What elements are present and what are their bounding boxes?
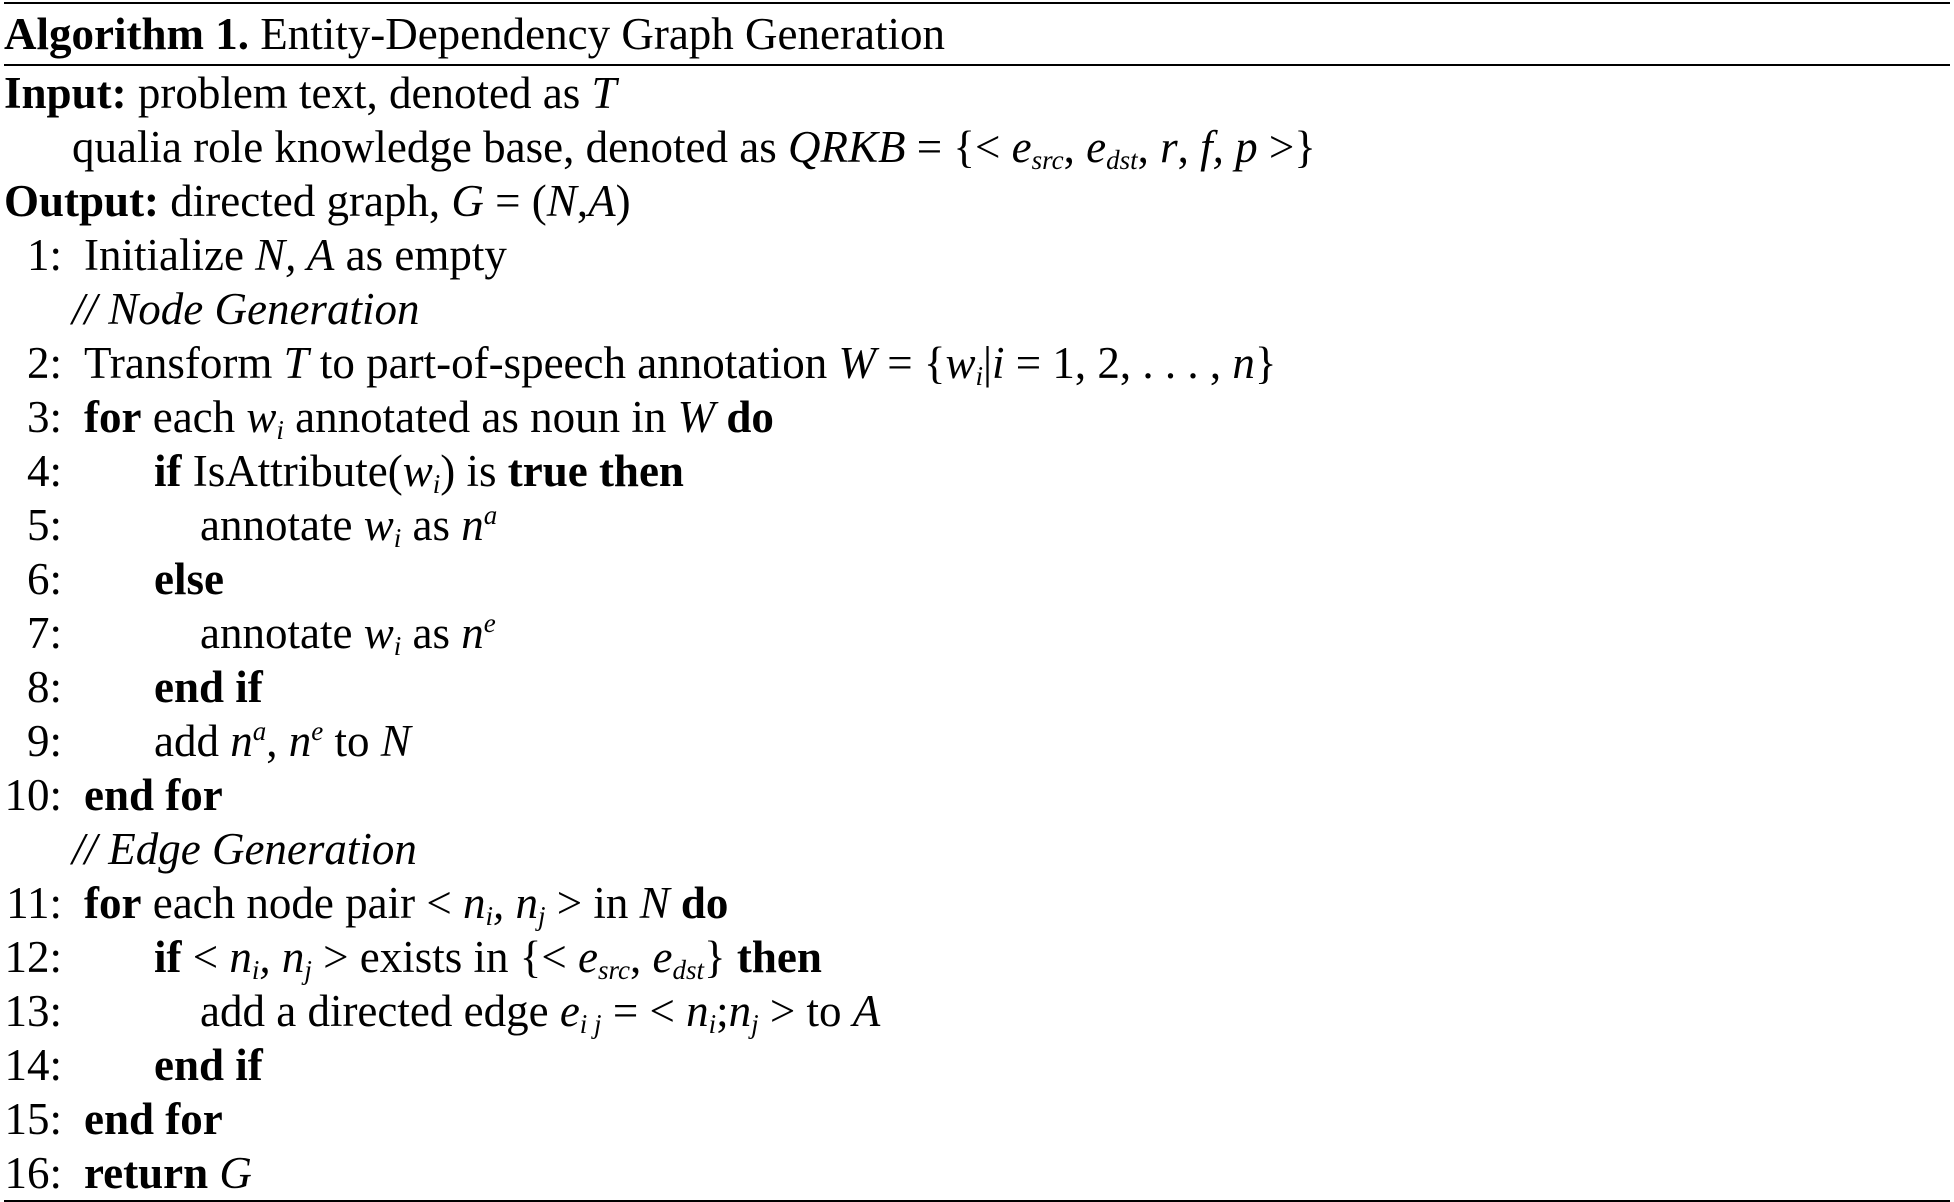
step-line: 8: end if xyxy=(26,662,263,712)
step-number: 9: xyxy=(26,716,62,766)
step-line: 2: Transform T to part-of-speech annotation $W = \{w_i|i = 1$, 2, . . . , n} xyxy=(26,338,1277,391)
step-number: 2: xyxy=(26,338,62,388)
step-line: 15: end for xyxy=(4,1094,223,1144)
input-line: Input: problem text, denoted as T xyxy=(4,68,617,118)
input-line-2: qualia role knowledge base, denoted as QRKB = {< $e_{src}$, $e_{dst}$, r, f, p >} xyxy=(72,122,1316,175)
step-line: 5: annotate $w_i$ as $n^a$ xyxy=(26,499,498,553)
algorithm-body xyxy=(4,66,1950,1200)
step-number: 1: xyxy=(26,230,62,280)
step-line: 10: end for xyxy=(4,770,223,820)
step-line: 6: else xyxy=(26,554,224,604)
algorithm-block xyxy=(4,2,1950,1202)
step-number: 12: xyxy=(4,932,62,982)
step-number: 4: xyxy=(26,446,62,496)
step-line: 7: annotate $w_i$ as $n^e$ xyxy=(26,607,496,661)
step-line: 14: end if xyxy=(4,1040,263,1090)
step-line: 11: for each node pair < $n_i$, $n_j$ > in N do xyxy=(6,878,729,931)
step-number: 3: xyxy=(26,392,62,442)
step-line: 9: add $n^a$, $n^e$ to N xyxy=(26,715,411,766)
step-line: 13: add a directed edge $e_{i j}$ = < $n_i;n_j$ > to A xyxy=(4,986,881,1039)
step-number: 11: xyxy=(6,878,62,928)
step-number: 10: xyxy=(4,770,62,820)
step-number: 5: xyxy=(26,500,62,550)
step-line: 3: for each $w_i$ annotated as noun in W do xyxy=(26,392,774,445)
step-line: 12: if < $n_i$, $n_j$ > exists in {< $e_{src}$, $e_{dst}$} then xyxy=(4,932,822,985)
output-expr: G = (N,A) xyxy=(451,176,631,226)
comment-line xyxy=(4,282,1950,336)
output-line: Output: directed graph, G = (N,A) xyxy=(4,176,631,226)
step-number: 7: xyxy=(26,608,62,658)
step-line: 1: Initialize N, A as empty xyxy=(26,230,507,280)
step-line: 16: return G xyxy=(4,1148,252,1198)
qrkb-set: = {< $e_{src}$, $e_{dst}$, r, f, p >} xyxy=(916,122,1316,175)
step-line: 4: if $IsAttribute(w_i)$ is true then xyxy=(26,446,684,499)
step-number: 13: xyxy=(4,986,62,1036)
algorithm-label: Algorithm 1. xyxy=(4,9,249,59)
algorithm-name: Entity-Dependency Graph Generation xyxy=(260,9,945,59)
step-number: 14: xyxy=(4,1040,62,1090)
input-keyword: Input: xyxy=(4,68,127,118)
output-keyword: Output: xyxy=(4,176,160,226)
step-number: 8: xyxy=(26,662,62,712)
algorithm-title xyxy=(4,4,1950,64)
step-number: 6: xyxy=(26,554,62,604)
step-number: 16: xyxy=(4,1148,62,1198)
node-generation-comment: // Node Generation xyxy=(72,284,420,334)
edge-generation-comment: // Edge Generation xyxy=(72,824,417,874)
step-number: 15: xyxy=(4,1094,62,1144)
comment-line xyxy=(4,822,1950,876)
